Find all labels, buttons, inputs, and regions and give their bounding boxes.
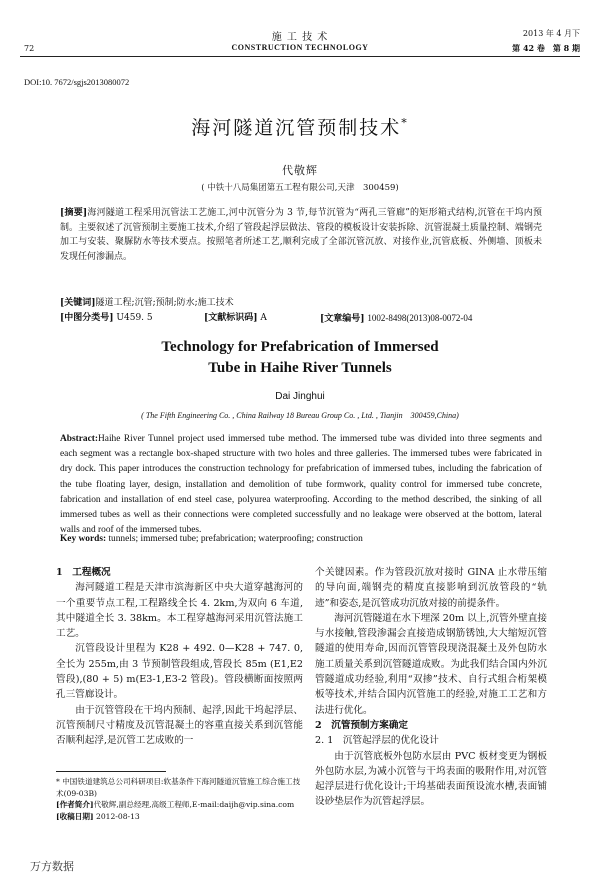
title-footnote-mark: * <box>401 116 409 130</box>
doc-code-value: A <box>260 313 267 323</box>
issue-date: 2013 年 4 月下 <box>522 29 580 38</box>
abstract-cn-label: [摘要] <box>60 208 88 218</box>
affiliation-en: ( The Fifth Engineering Co. , China Railway 18 Bureau Group Co. , Ltd. , Tianjin 300459,China) <box>141 411 459 420</box>
keywords-en-label: Key words: <box>60 534 107 544</box>
title-en-line1: Technology for Prefabrication of Immersed <box>161 339 439 355</box>
keywords-en-text: tunnels; immersed tube; prefabrication; waterproofing; construction <box>108 534 363 544</box>
abstract-cn-text: 海河隧道工程采用沉管法工艺施工,河中沉管分为 3 节,每节沉管为“两孔三管廊”的矩形箱式结构,沉管在干坞内预制。主要叙述了沉管预制主要施工技术,介绍了管段起浮层做法、管段的模板设计安装拆除、沉管混凝土质量控制、端钢壳加工与安装、聚脲防水等技术要点。按照笔者所述工艺,顺利完成了全部沉管沉放、对接作业,沉管底板、外侧墙、顶板未发现任何渗漏点。 <box>60 208 542 262</box>
doi: DOI:10. 7672/sgjs2013080072 <box>24 77 130 87</box>
right-column <box>315 565 547 810</box>
abstract-cn <box>60 206 542 264</box>
footnotes <box>56 776 303 822</box>
abstract-en-label: Abstract: <box>60 434 99 444</box>
right-paragraph-2: 海河沉管隧道在水下埋深 20m 以上,沉管外壁直接与水接触,管段渗漏会直接造成钢筋锈蚀,大大缩短沉管隧道的使用寿命,因而沉管管段现浇混凝土及外包防水施工质量关系到沉管隧道成败。为此我们结合国内外沉管隧道成功经验,利用“双掺”技术、自行式组合桁架模板等技术,并结合国内沉管施工的经验,对施工工艺和方法进行优化。 <box>315 612 547 716</box>
page-number: 72 <box>24 44 35 53</box>
article-number <box>320 311 542 327</box>
keywords-cn-text: 隧道工程;沉管;预制;防水;施工技术 <box>95 298 234 308</box>
section-1-paragraph-1: 海河隧道工程是天津市滨海新区中央大道穿越海河的一个重要节点工程,工程路线全长 4. 2km,为双向 6 车道,其中隧道全长 3. 38km。本工程穿越海河采用沉管法施工工艺。 <box>56 582 303 640</box>
footnote-author-text: 代敬辉,副总经理,高级工程师,E-mail:daijh@vip.sina.com <box>93 800 295 809</box>
footnote-rule <box>56 771 166 772</box>
clc-value: U459. 5 <box>116 313 153 323</box>
affiliation-cn: ( 中铁十八局集团第五工程有限公司,天津 300459) <box>201 183 399 193</box>
article-number-label: [文章编号] <box>320 314 365 324</box>
header-rule <box>20 56 580 57</box>
abstract-en-text: Haihe River Tunnel project used immersed tube method. The immersed tube was divided into three segments and each segment was a rectangle box-shaped structure with two holes and three galleries. The immersed tubes were fabricated in dry dock. This paper introduces the construction technology for prefabrication of immersed tubes, including the fabrication of the tube floating layer, design, installation and demolition of tube formwork, quality control for immersed tube concrete, fabrication and installation of end steel case, polyurea waterproofing. According to the method described, the sinking of all immersed tubes as well as their connections were completed successfully and no leakage were observed at the bottom, lateral walls and roof of the immersed tubes. <box>60 434 542 536</box>
section-2-1-heading: 2. 1 沉管起浮层的优化设计 <box>315 735 439 747</box>
right-paragraph-1: 个关键因素。作为管段沉放对接时 GINA 止水带压缩的导向面,端钢壳的精度直接影响到沉放管段的“轨迹”和姿态,是沉管成功沉放对接的前提条件。 <box>315 567 547 609</box>
right-paragraph-3: 由于沉管底板外包防水层由 PVC 板材变更为钢板外包防水层,为减小沉管与干坞表面的吸附作用,对沉管起浮层进行优化设计;干坞基础表面预设流水槽,表面铺设砂垫层作为沉管起浮层。 <box>315 750 547 808</box>
journal-name-en: CONSTRUCTION TECHNOLOGY <box>231 43 369 52</box>
footnote-author-label: [作者简介] <box>56 800 94 809</box>
journal-name-cn: 施 工 技 术 <box>271 32 329 43</box>
left-column <box>56 565 303 749</box>
keywords-cn <box>60 296 542 311</box>
section-2-heading: 2 沉管预制方案确定 <box>315 719 409 731</box>
keywords-en <box>60 534 542 544</box>
title-cn-text: 海河隧道沉管预制技术 <box>191 117 402 139</box>
article-number-value: 1002-8498(2013)08-0072-04 <box>367 313 473 323</box>
volume-issue: 第 42 卷 第 8 期 <box>512 43 580 53</box>
footnote-fund: * 中国铁道建筑总公司科研项目:软基条件下海河隧道沉管施工综合施工技术(09-03B) <box>56 777 301 798</box>
author-cn: 代敬辉 <box>282 164 318 177</box>
title-cn <box>0 113 600 140</box>
section-1-heading: 1 工程概况 <box>56 567 111 578</box>
footnote-received-value: 2012-08-13 <box>95 811 140 821</box>
watermark: 万方数据 <box>30 860 74 873</box>
section-1-paragraph-3: 由于沉管管段在干坞内预制、起浮,因此干坞起浮层、沉管预制尺寸精度及沉管混凝土的容重直接关系到沉管能否顺利起浮,是沉管工艺成败的一 <box>56 704 303 747</box>
keywords-cn-label: [关键词] <box>60 298 96 308</box>
clc-number <box>60 311 200 326</box>
doc-code-label: [文献标识码] <box>204 313 258 323</box>
section-1-paragraph-2: 沉管段设计里程为 K28 + 492. 0—K28 + 747. 0,全长为 255m,由 3 节预制管段组成,管段长 85m (E1,E2 管段),(80 + 5) m(E3-1,E3-2 管段)。管段横断面按照两孔三管廊设计。 <box>56 643 303 701</box>
title-en-line2: Tube in Haihe River Tunnels <box>208 360 392 376</box>
footnote-received-label: [收稿日期] <box>56 811 94 821</box>
clc-label: [中图分类号] <box>60 313 114 323</box>
author-en: Dai Jinghui <box>275 391 325 402</box>
abstract-en <box>60 432 542 538</box>
